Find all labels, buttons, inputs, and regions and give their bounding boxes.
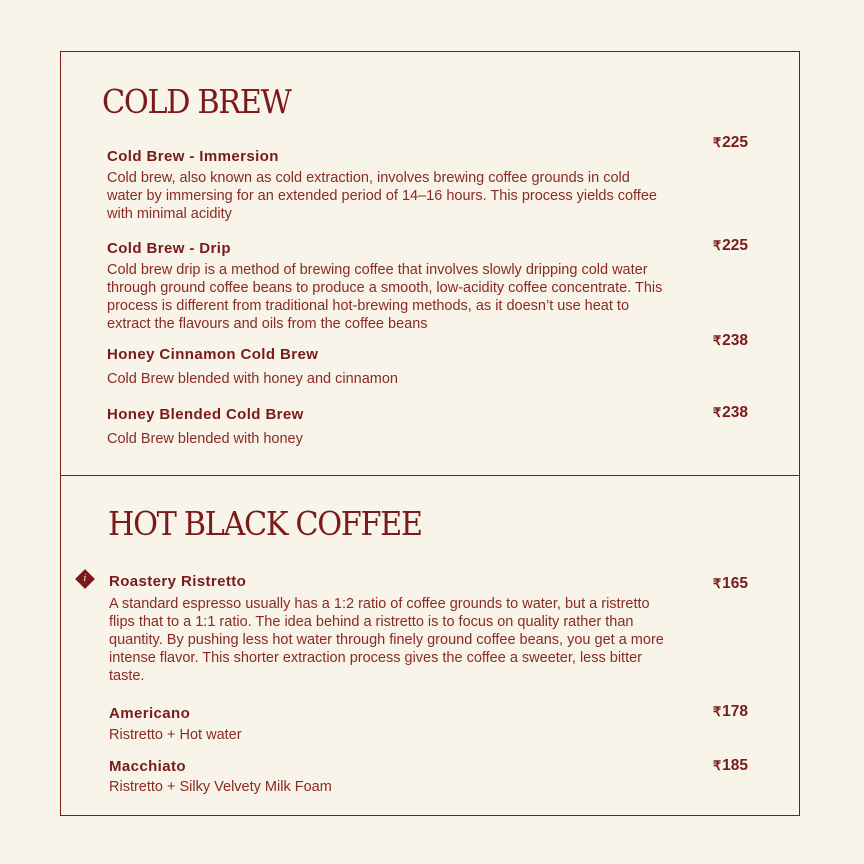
item-price-honey-cinnamon-cold-brew [713, 332, 748, 350]
signature-glyph: i [83, 574, 87, 584]
price-value: 238 [722, 332, 748, 349]
currency-symbol: ₹ [712, 758, 722, 773]
price-value: 238 [722, 404, 748, 421]
item-description-cold-brew-immersion: Cold brew, also known as cold extraction, involves brewing coffee grounds in cold water by immersing for an extended period of 14–16 hours. This process yields coffee with minimal acidity [107, 170, 657, 222]
item-price-macchiato [713, 757, 748, 775]
currency-symbol: ₹ [712, 333, 722, 348]
currency-symbol: ₹ [712, 238, 722, 253]
price-value: 225 [722, 237, 748, 254]
currency-symbol: ₹ [712, 576, 722, 591]
item-name-americano: Americano [109, 705, 191, 722]
item-name-macchiato: Macchiato [109, 758, 186, 775]
item-name-cold-brew-drip: Cold Brew - Drip [107, 240, 231, 257]
item-description-honey-cinnamon-cold-brew: Cold Brew blended with honey and cinnamon [107, 371, 398, 387]
item-price-cold-brew-immersion [713, 134, 748, 152]
item-description-macchiato: Ristretto + Silky Velvety Milk Foam [109, 779, 332, 795]
currency-symbol: ₹ [712, 135, 722, 150]
section-title-hot-black-coffee: HOT BLACK COFFEE [108, 504, 422, 543]
item-name-roastery-ristretto: Roastery Ristretto [109, 573, 247, 590]
item-name-cold-brew-immersion: Cold Brew - Immersion [107, 148, 279, 165]
currency-symbol: ₹ [712, 405, 722, 420]
price-value: 225 [722, 134, 748, 151]
item-description-roastery-ristretto: A standard espresso usually has a 1:2 ratio of coffee grounds to water, but a ristretto flips that to a 1:1 ratio. The idea behind a ristretto is to focus on quality rather than quantity. By pushing less hot water through finely ground coffee beans, you get a more intense flavor. This shorter extraction process gives the coffee a sweeter, less bitter taste. [109, 596, 664, 684]
item-price-honey-blended-cold-brew [713, 404, 748, 422]
item-description-honey-blended-cold-brew: Cold Brew blended with honey [107, 431, 303, 447]
item-name-honey-cinnamon-cold-brew: Honey Cinnamon Cold Brew [107, 346, 319, 363]
item-price-americano [713, 703, 748, 721]
currency-symbol: ₹ [712, 704, 722, 719]
section-title-cold-brew: COLD BREW [102, 82, 291, 121]
item-name-honey-blended-cold-brew: Honey Blended Cold Brew [107, 406, 304, 423]
price-value: 185 [722, 757, 748, 774]
price-value: 165 [722, 575, 748, 592]
item-price-cold-brew-drip [713, 237, 748, 255]
item-description-cold-brew-drip: Cold brew drip is a method of brewing coffee that involves slowly dripping cold water through ground coffee beans to produce a smooth, low-acidity coffee concentrate. This process is different from traditional hot-brewing methods, as it doesn’t use heat to extract the flavours and oils from the coffee beans [107, 262, 663, 332]
item-description-americano: Ristretto + Hot water [109, 727, 242, 743]
price-value: 178 [722, 703, 748, 720]
signature-diamond-icon [75, 569, 95, 589]
item-price-roastery-ristretto [713, 575, 748, 593]
